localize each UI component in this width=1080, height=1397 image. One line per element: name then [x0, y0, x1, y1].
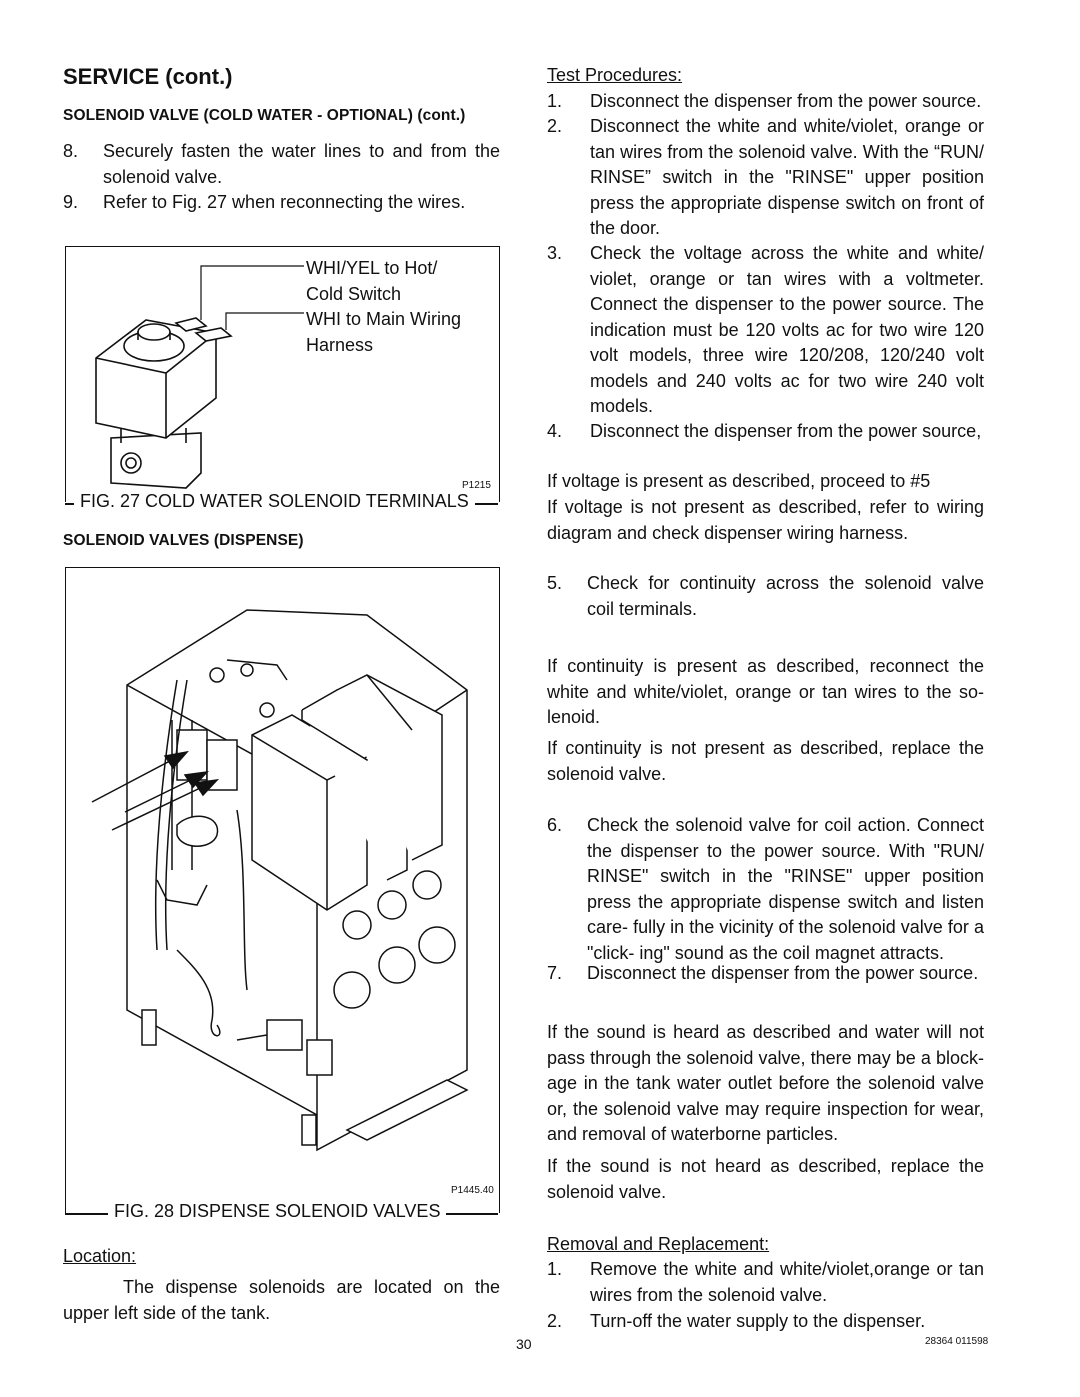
- step-number: 3.: [547, 243, 563, 263]
- figure-code: P1445.40: [451, 1185, 494, 1196]
- list-item: [547, 89, 984, 115]
- step-number: 2.: [547, 1311, 563, 1331]
- step-number: 1.: [547, 1259, 563, 1279]
- step-number: 4.: [547, 421, 563, 441]
- wire-label: WHI/YEL to Hot/: [306, 258, 438, 278]
- paragraph: If continuity is present as described, reconnect the white and white/violet, orange or tan wires to the so- lenoid.: [547, 656, 984, 727]
- paragraph: If the sound is heard as described and water will not pass through the solenoid valve, there may be a block- age in the tank water outlet before the solenoid valve or, the solenoid valve may require inspection for wear, and removal of waterborne particles.: [547, 1022, 984, 1144]
- step-text: Securely fasten the water lines to and from the solenoid valve.: [103, 141, 500, 187]
- page-number: 30: [516, 1336, 532, 1352]
- figure-27-labels: [306, 256, 461, 358]
- figure-27-caption: FIG. 27 COLD WATER SOLENOID TERMINALS: [74, 491, 475, 512]
- page-title: SERVICE (cont.): [63, 64, 233, 89]
- list-item: [547, 114, 984, 242]
- section-heading: SOLENOID VALVES (DISPENSE): [63, 532, 304, 549]
- step-text: Check for continuity across the solenoid valve coil terminals.: [587, 573, 984, 619]
- paragraph: If voltage is present as described, proceed to #5: [547, 471, 931, 491]
- step-text: Disconnect the dispenser from the power source,: [590, 421, 982, 441]
- list-item: [547, 1257, 984, 1308]
- step-text: Check the voltage across the white and white/ violet, orange or tan wires with a voltmeter. Connect the dispenser to the power source. The indication must be 120 volts ac for two wire 120 volt models, three wire 120/208, 120/240 volt models and 240 volts ac for two wire 240 volt models.: [590, 243, 984, 416]
- step-text: Disconnect the dispenser from the power source.: [587, 963, 979, 983]
- paragraph: If continuity is not present as described, replace the solenoid valve.: [547, 738, 984, 784]
- document-code: 28364 011598: [925, 1336, 989, 1347]
- step-number: 9.: [63, 192, 79, 212]
- list-item: [547, 419, 984, 445]
- paragraph: If voltage is not present as described, refer to wiring diagram and check dispenser wiring harness.: [547, 497, 984, 543]
- step-number: 2.: [547, 116, 563, 136]
- paragraph: If the sound is not heard as described, replace the solenoid valve.: [547, 1156, 984, 1202]
- list-item: [547, 1309, 984, 1335]
- step-text: Disconnect the dispenser from the power source.: [590, 91, 982, 111]
- step-number: 5.: [547, 573, 563, 593]
- wire-label: WHI to Main Wiring: [306, 309, 462, 329]
- list-item: [63, 139, 500, 190]
- figure-28-caption: FIG. 28 DISPENSE SOLENOID VALVES: [108, 1201, 446, 1222]
- list-item: [547, 961, 984, 987]
- step-number: 6.: [547, 815, 563, 835]
- test-procedures-heading: Test Procedures:: [547, 65, 683, 85]
- wire-label: Harness: [306, 334, 374, 355]
- step-number: 8.: [63, 141, 79, 161]
- list-item: [63, 190, 500, 216]
- step-text: Disconnect the white and white/violet, orange or tan wires from the solenoid valve. With the “RUN/ RINSE” switch in the "RINSE" upper position press the appropriate dispense switch on front of the door.: [590, 116, 984, 238]
- location-heading: Location:: [63, 1246, 137, 1266]
- step-text: Turn-off the water supply to the dispenser.: [590, 1311, 926, 1331]
- location-text: The dispense solenoids are located on the upper left side of the tank.: [63, 1277, 500, 1323]
- step-text: Check the solenoid valve for coil action. Connect the dispenser to the power source. With "RUN/ RINSE" switch in the "RINSE" upper position press the appropriate dispense switch and listen care- fully in the vicinity of the solenoid valve for a "click- ing" sound as the coil magnet attracts.: [587, 815, 984, 963]
- figure-code: P1215: [462, 480, 491, 491]
- step-number: 1.: [547, 91, 563, 111]
- removal-heading: Removal and Replacement:: [547, 1234, 770, 1254]
- list-item: [547, 813, 984, 966]
- list-item: [547, 241, 984, 420]
- wire-label: Cold Switch: [306, 283, 402, 304]
- dispenser-cutaway-illustration: [67, 570, 497, 1195]
- step-text: Refer to Fig. 27 when reconnecting the wires.: [103, 192, 466, 212]
- section-heading: SOLENOID VALVE (COLD WATER - OPTIONAL) (cont.): [63, 107, 466, 124]
- step-number: 7.: [547, 963, 563, 983]
- step-text: Remove the white and white/violet,orange or tan wires from the solenoid valve.: [590, 1259, 984, 1305]
- list-item: [547, 571, 984, 622]
